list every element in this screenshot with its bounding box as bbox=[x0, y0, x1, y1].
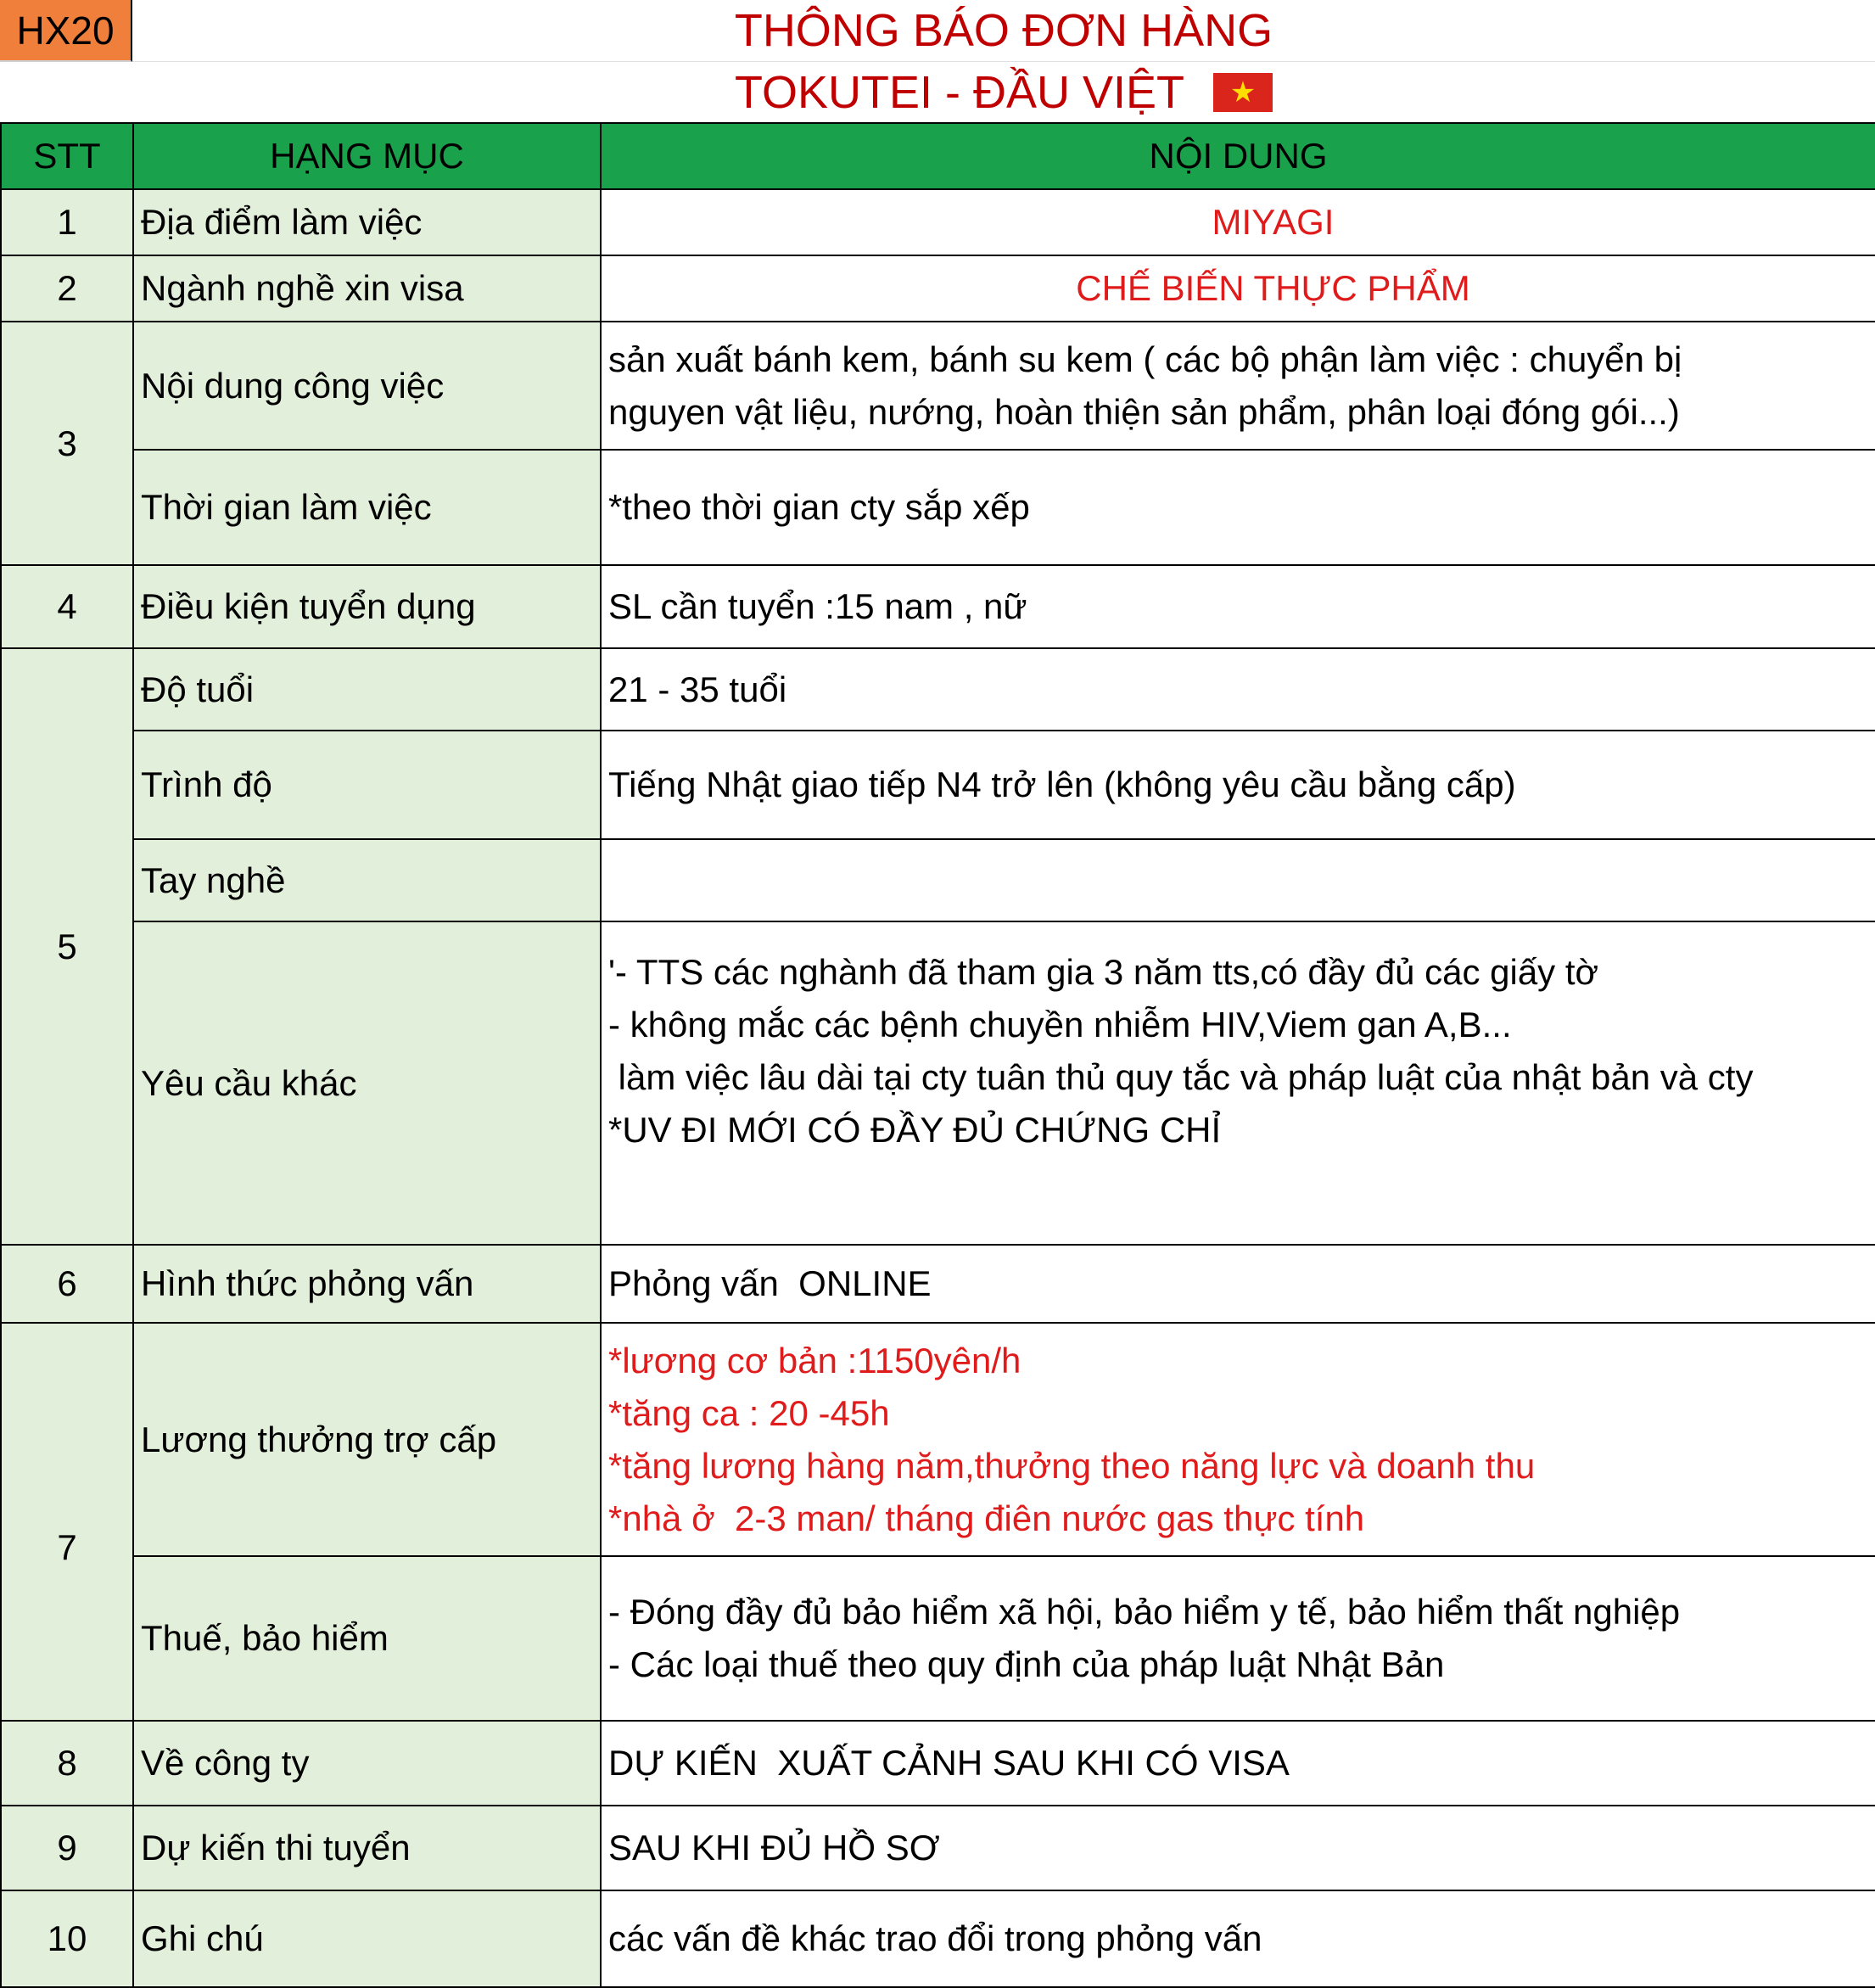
row-value: MIYAGI bbox=[601, 189, 1875, 255]
value-line: *tăng lương hàng năm,thưởng theo năng lực và doanh thu bbox=[608, 1445, 1536, 1486]
order-table bbox=[0, 122, 1875, 1988]
row-category: Ngành nghề xin visa bbox=[133, 255, 601, 322]
table-row bbox=[1, 648, 1875, 731]
value-line: - Đóng đầy đủ bảo hiểm xã hội, bảo hiểm y tế, bảo hiểm thất nghiệp bbox=[608, 1592, 1681, 1632]
row-value: 21 - 35 tuổi bbox=[601, 648, 1875, 731]
value-line: *tăng ca : 20 -45h bbox=[608, 1392, 890, 1433]
table-row bbox=[1, 1556, 1875, 1721]
row-category: Trình độ bbox=[133, 731, 601, 839]
row-value: SAU KHI ĐỦ HỒ SƠ bbox=[601, 1806, 1875, 1890]
table-row bbox=[1, 1721, 1875, 1806]
table-header-row bbox=[1, 123, 1875, 189]
header-stt: STT bbox=[1, 123, 133, 189]
value-line: *nhà ở 2-3 man/ tháng điên nước gas thực tính bbox=[608, 1498, 1365, 1538]
value-line: - không mắc các bệnh chuyền nhiễm HIV,Viem gan A,B... bbox=[608, 1005, 1512, 1044]
value-line: *UV ĐI MỚI CÓ ĐẦY ĐỦ CHỨNG CHỈ bbox=[608, 1110, 1222, 1150]
row-value bbox=[601, 1323, 1875, 1556]
row-category: Thuế, bảo hiểm bbox=[133, 1556, 601, 1721]
row-value: *theo thời gian cty sắp xếp bbox=[601, 450, 1875, 565]
value-line: *lương cơ bản :1150yên/h bbox=[608, 1340, 1021, 1380]
row-value: SL cần tuyển :15 nam , nữ bbox=[601, 565, 1875, 648]
row-category: Độ tuổi bbox=[133, 648, 601, 731]
table-row bbox=[1, 255, 1875, 322]
table-row bbox=[1, 1245, 1875, 1323]
table-row bbox=[1, 1890, 1875, 1987]
row-category: Ghi chú bbox=[133, 1890, 601, 1987]
table-row bbox=[1, 1323, 1875, 1556]
table-row bbox=[1, 921, 1875, 1245]
row-value: DỰ KIẾN XUẤT CẢNH SAU KHI CÓ VISA bbox=[601, 1721, 1875, 1806]
row-category: Dự kiến thi tuyển bbox=[133, 1806, 601, 1890]
table-row bbox=[1, 450, 1875, 565]
title-text-1: THÔNG BÁO ĐƠN HÀNG bbox=[734, 5, 1273, 56]
value-line: sản xuất bánh kem, bánh su kem ( các bộ phận làm việc : chuyển bị bbox=[608, 339, 1682, 379]
row-category: Thời gian làm việc bbox=[133, 450, 601, 565]
row-number: 9 bbox=[1, 1806, 133, 1890]
row-category: Lương thưởng trợ cấp bbox=[133, 1323, 601, 1556]
value-line: nguyen vật liệu, nướng, hoàn thiện sản phẩm, phân loại đóng gói...) bbox=[608, 391, 1680, 432]
table-row bbox=[1, 322, 1875, 450]
row-category: Yêu cầu khác bbox=[133, 921, 601, 1245]
value-line: - Các loại thuế theo quy định của pháp luật Nhật Bản bbox=[608, 1644, 1445, 1684]
row-value: Tiếng Nhật giao tiếp N4 trở lên (không yêu cầu bằng cấp) bbox=[601, 731, 1875, 839]
table-row bbox=[1, 565, 1875, 648]
table-row bbox=[1, 1806, 1875, 1890]
row-category: Hình thức phỏng vấn bbox=[133, 1245, 601, 1323]
row-number: 3 bbox=[1, 322, 133, 565]
row-value: các vấn đề khác trao đổi trong phỏng vấn bbox=[601, 1890, 1875, 1987]
row-value: CHẾ BIẾN THỰC PHẨM bbox=[601, 255, 1875, 322]
header-category: HẠNG MỤC bbox=[133, 123, 601, 189]
row-number: 7 bbox=[1, 1323, 133, 1721]
row-value bbox=[601, 322, 1875, 450]
title-line-1 bbox=[132, 0, 1875, 62]
vietnam-flag-icon: ★ bbox=[1213, 73, 1273, 112]
row-category: Về công ty bbox=[133, 1721, 601, 1806]
row-number: 2 bbox=[1, 255, 133, 322]
value-line: làm việc lâu dài tại cty tuân thủ quy tắc và pháp luật của nhật bản và cty bbox=[608, 1057, 1754, 1097]
row-number: 6 bbox=[1, 1245, 133, 1323]
title-line-2 bbox=[132, 62, 1875, 122]
row-value bbox=[601, 839, 1875, 921]
row-category: Tay nghề bbox=[133, 839, 601, 921]
row-value: Phỏng vấn ONLINE bbox=[601, 1245, 1875, 1323]
title-text-2: TOKUTEI - ĐẦU VIỆT bbox=[734, 66, 1185, 118]
table-row bbox=[1, 839, 1875, 921]
row-category: Điều kiện tuyển dụng bbox=[133, 565, 601, 648]
row-number: 5 bbox=[1, 648, 133, 1245]
value-line: '- TTS các nghành đã tham gia 3 năm tts,có đầy đủ các giấy tờ bbox=[608, 952, 1599, 992]
table-row bbox=[1, 731, 1875, 839]
row-number: 10 bbox=[1, 1890, 133, 1987]
row-value bbox=[601, 1556, 1875, 1721]
row-value bbox=[601, 921, 1875, 1245]
row-number: 8 bbox=[1, 1721, 133, 1806]
row-category: Nội dung công việc bbox=[133, 322, 601, 450]
row-category: Địa điểm làm việc bbox=[133, 189, 601, 255]
row-number: 1 bbox=[1, 189, 133, 255]
order-code-badge: HX20 bbox=[0, 0, 132, 62]
table-row bbox=[1, 189, 1875, 255]
row-number: 4 bbox=[1, 565, 133, 648]
header-content: NỘI DUNG bbox=[601, 123, 1875, 189]
